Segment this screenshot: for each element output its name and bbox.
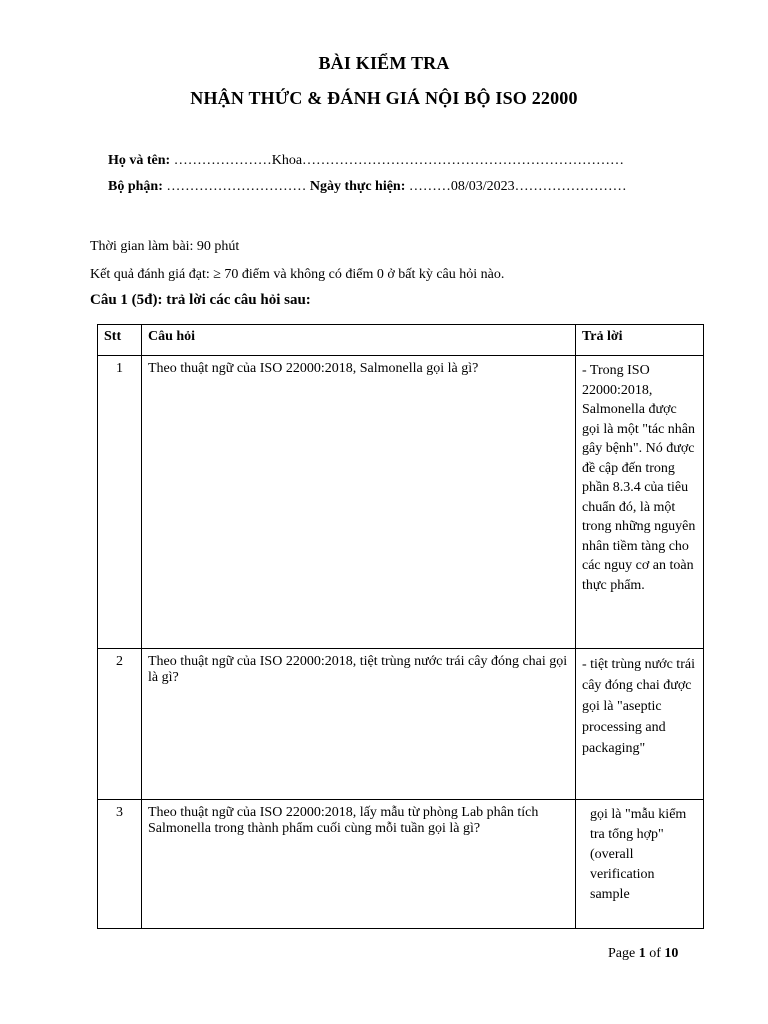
- department-value: …………………………: [162, 179, 310, 194]
- table-header-row: [98, 325, 704, 356]
- page-of: of: [645, 946, 665, 961]
- document-subtitle: NHẬN THỨC & ĐÁNH GIÁ NỘI BỘ ISO 22000: [190, 88, 578, 108]
- table-row: [98, 649, 704, 800]
- name-value: …………………Khoa……………………………………………………………: [170, 153, 625, 168]
- table-row: [98, 356, 704, 649]
- row-number: 1: [98, 356, 142, 649]
- date-label: Ngày thực hiện:: [309, 179, 406, 194]
- page-number: [608, 946, 678, 962]
- page-prefix: Page: [608, 946, 639, 961]
- document-title: BÀI KIỂM TRA: [318, 53, 450, 73]
- question-cell: Theo thuật ngữ của ISO 22000:2018, lấy mẫu từ phòng Lab phân tích Salmonella trong thành phẩm cuối cùng mỗi tuần gọi là gì?: [142, 800, 576, 929]
- name-label: Họ và tên:: [108, 153, 171, 168]
- header-stt: Stt: [98, 325, 142, 356]
- question-cell: Theo thuật ngữ của ISO 22000:2018, tiệt trùng nước trái cây đóng chai gọi là gì?: [142, 649, 576, 800]
- answer-cell: - tiệt trùng nước trái cây đóng chai được gọi là "aseptic processing and packaging": [576, 649, 704, 800]
- answer-cell: - Trong ISO 22000:2018, Salmonella được gọi là một "tác nhân gây bệnh". Nó được đề cập đến trong phần 8.3.4 của tiêu chuẩn đó, là một trong những nguyên nhân tiềm tàng cho các nguy cơ an toàn thực phẩm.: [576, 356, 704, 649]
- department-label: Bộ phận:: [108, 179, 163, 194]
- question-cell: Theo thuật ngữ của ISO 22000:2018, Salmonella gọi là gì?: [142, 356, 576, 649]
- header-answer: Trả lời: [576, 325, 704, 356]
- department-line: [108, 179, 627, 195]
- date-value: ………08/03/2023……………………: [405, 179, 627, 194]
- qa-table: [97, 324, 704, 929]
- header-question: Câu hỏi: [142, 325, 576, 356]
- row-number: 2: [98, 649, 142, 800]
- name-line: [108, 153, 624, 169]
- pass-criteria-text: Kết quả đánh giá đạt: ≥ 70 điểm và không có điểm 0 ở bất kỳ câu hỏi nào.: [90, 267, 505, 282]
- section-heading: Câu 1 (5đ): trả lời các câu hỏi sau:: [90, 292, 311, 308]
- page-current: 1: [638, 946, 646, 961]
- page-total: 10: [664, 946, 679, 961]
- answer-cell: gọi là "mẫu kiểm tra tổng hợp" (overall verification sample: [576, 800, 704, 929]
- duration-text: Thời gian làm bài: 90 phút: [90, 239, 240, 254]
- table-row: [98, 800, 704, 929]
- row-number: 3: [98, 800, 142, 929]
